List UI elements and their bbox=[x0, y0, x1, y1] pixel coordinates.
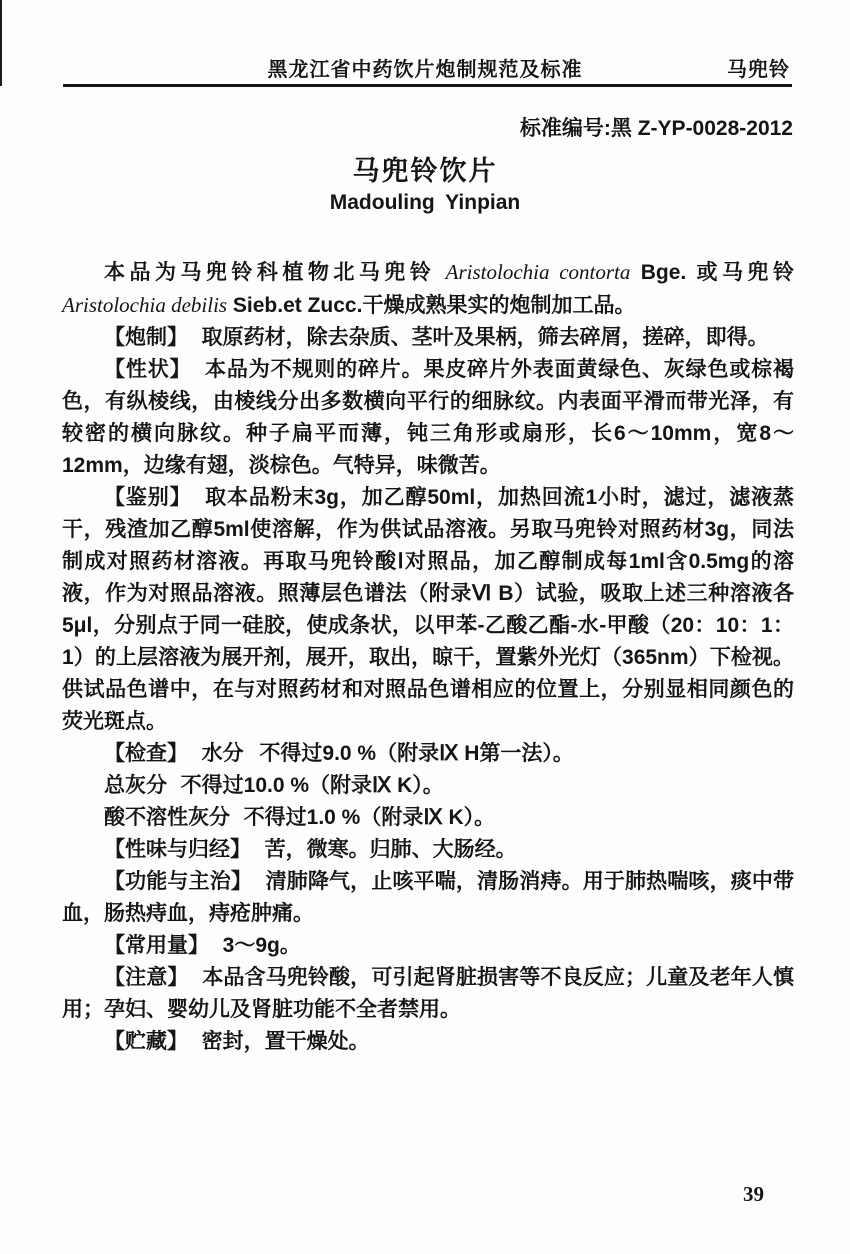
intro-text-2: Bge. 或马兜铃 bbox=[630, 261, 794, 284]
section-label: 【性味与归经】 bbox=[104, 838, 251, 861]
header-divider-rule bbox=[63, 84, 792, 87]
check-item-name: 水分 bbox=[201, 742, 244, 765]
section-changyongliang bbox=[62, 930, 794, 962]
section-text: 不得过10.0 %（附录Ⅸ K）。 bbox=[180, 774, 444, 797]
section-text: 取本品粉末3g，加乙醇50ml，加热回流1小时，滤过，滤液蒸干，残渣加乙醇5ml使溶解，作为供试品溶液。另取马兜铃对照药材3g，同法制成对照药材溶液。再取马兜铃酸Ⅰ对照品，加乙醇制成每1ml含0.5mg的溶液，作为对照品溶液。照薄层色谱法（附录Ⅵ B）试验，吸取上述三种溶液各5μl，分别点于同一硅胶，使成条状，以甲苯-乙酸乙酯-水-甲酸（20：10：1：1）的上层溶液为展开剂，展开，取出，晾干，置紫外光灯（365nm）下检视。供试品色谱中，在与对照药材和对照品色谱相应的位置上，分别显相同颜色的荧光斑点。 bbox=[62, 486, 794, 733]
section-label: 【功能与主治】 bbox=[104, 870, 252, 893]
intro-paragraph bbox=[62, 256, 794, 322]
section-label: 【检查】 bbox=[104, 742, 188, 765]
section-label: 【注意】 bbox=[104, 966, 189, 989]
section-xingzhuang bbox=[62, 354, 794, 482]
page-title: 马兜铃饮片 bbox=[352, 156, 498, 186]
intro-text-3: Sieb.et Zucc.干燥成熟果实的炮制加工品。 bbox=[227, 294, 636, 317]
section-zonghuifen bbox=[62, 770, 794, 802]
page-subtitle-pinyin: Madouling Yinpian bbox=[329, 191, 521, 214]
section-label: 【性状】 bbox=[104, 358, 192, 381]
header-book-title: 黑龙江省中药饮片炮制规范及标准 bbox=[267, 59, 583, 81]
section-text: 取原药材，除去杂质、茎叶及果柄，筛去碎屑，搓碎，即得。 bbox=[201, 326, 769, 349]
document-body bbox=[62, 256, 794, 1058]
section-xingweiyuguijing bbox=[62, 834, 794, 866]
section-jianbie bbox=[62, 482, 794, 738]
section-gongnengyuzhuzhi bbox=[62, 866, 794, 930]
section-label: 【鉴别】 bbox=[104, 486, 192, 509]
section-label: 【炮制】 bbox=[104, 326, 188, 349]
check-item-name: 总灰分 bbox=[104, 774, 167, 797]
section-jiancha-shuifen bbox=[62, 738, 794, 770]
header-monograph-name: 马兜铃 bbox=[727, 59, 790, 81]
section-label: 【贮藏】 bbox=[104, 1030, 188, 1053]
section-text: 本品含马兜铃酸，可引起肾脏损害等不良反应；儿童及老年人慎用；孕妇、婴幼儿及肾脏功能不全者禁用。 bbox=[62, 966, 794, 1021]
standard-number: 标准编号:黑 Z-YP-0028-2012 bbox=[519, 117, 793, 140]
section-text: 本品为不规则的碎片。果皮碎片外表面黄绿色、灰绿色或棕褐色，有纵棱线，由棱线分出多数横向平行的细脉纹。内表面平滑而带光泽，有较密的横向脉纹。种子扁平而薄，钝三角形或扇形，长6～10mm，宽8～12mm，边缘有翅，淡棕色。气特异，味微苦。 bbox=[62, 358, 795, 477]
page-number: 39 bbox=[743, 1182, 764, 1206]
section-label: 【常用量】 bbox=[104, 934, 209, 957]
section-text: 清肺降气，止咳平喘，清肠消痔。用于肺热喘咳，痰中带血，肠热痔血，痔疮肿痛。 bbox=[62, 870, 794, 925]
section-text: 不得过1.0 %（附录Ⅸ K）。 bbox=[243, 806, 496, 829]
section-paozhi bbox=[62, 322, 794, 354]
intro-text-1: 本品为马兜铃科植物北马兜铃 bbox=[104, 261, 446, 284]
section-text: 不得过9.0 %（附录Ⅸ H第一法）。 bbox=[259, 742, 574, 765]
section-text: 3～9g。 bbox=[222, 934, 301, 957]
latin-name-contorta: Aristolochia contorta bbox=[445, 260, 631, 284]
section-zhucang bbox=[62, 1026, 794, 1058]
check-item-name: 酸不溶性灰分 bbox=[104, 806, 230, 829]
latin-name-debilis: Aristolochia debilis bbox=[62, 293, 228, 317]
section-suanburongxinghuifen bbox=[62, 802, 794, 834]
section-text: 密封，置干燥处。 bbox=[201, 1030, 370, 1053]
section-text: 苦，微寒。归肺、大肠经。 bbox=[264, 838, 517, 861]
section-zhuyi bbox=[62, 962, 794, 1026]
